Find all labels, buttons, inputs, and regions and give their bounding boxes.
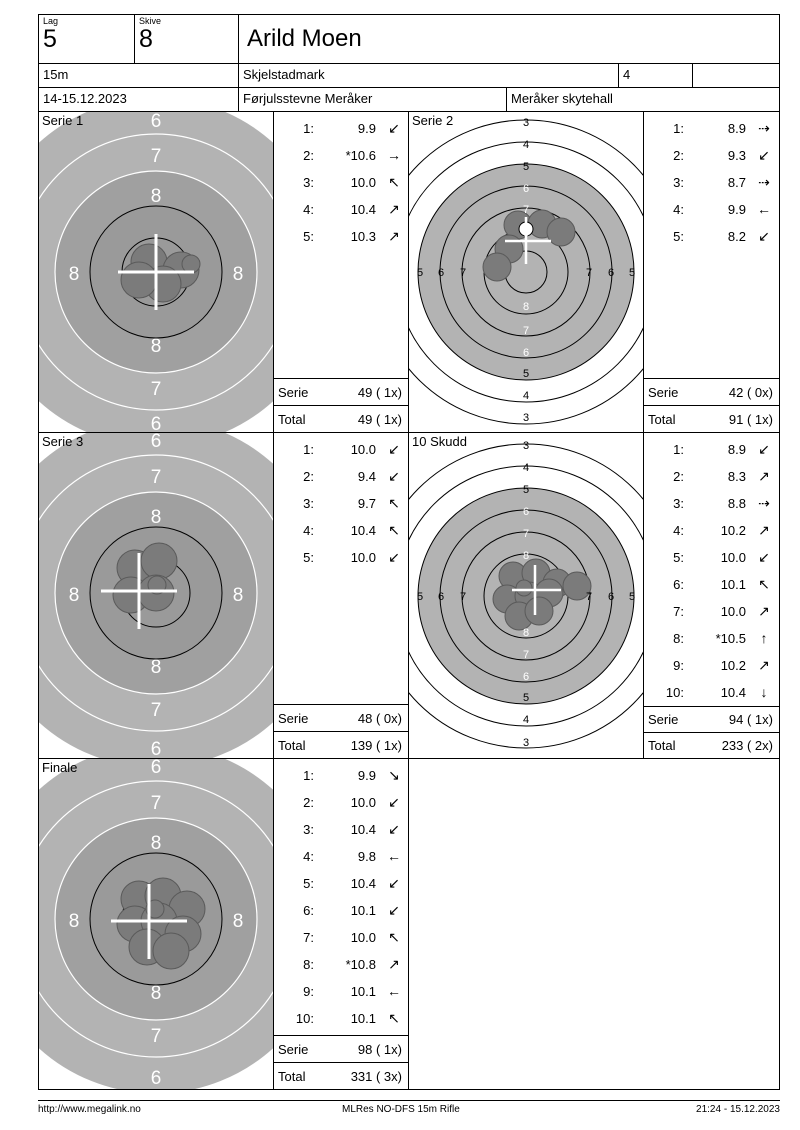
shot-list-5: [274, 759, 408, 1035]
shot-direction-icon: ↖: [388, 522, 400, 538]
club-value: Skjelstadmark: [243, 67, 325, 82]
svg-text:8: 8: [150, 336, 162, 357]
shot-index: 5:: [673, 550, 684, 565]
shot-index: 3:: [303, 822, 314, 837]
shooter-name-cell: [239, 15, 779, 63]
shot-value: 9.4: [357, 469, 376, 484]
shot-index: 3:: [303, 496, 314, 511]
event-cell: [239, 88, 507, 111]
shot-direction-icon: ↙: [758, 441, 770, 457]
shot-row: [644, 598, 779, 625]
svg-text:6: 6: [150, 1068, 162, 1089]
shot-value: 10.4: [350, 822, 376, 837]
shot-direction-icon: ↙: [388, 441, 400, 457]
shot-row: [274, 436, 408, 463]
total-value: 331 ( 3x): [350, 1068, 402, 1084]
svg-text:7: 7: [150, 1026, 162, 1047]
shots-10-skudd: [644, 433, 779, 758]
shot-index: 7:: [303, 930, 314, 945]
shot-direction-icon: ↗: [388, 228, 400, 244]
shot-row: [274, 789, 408, 816]
club-cell: [239, 64, 619, 87]
svg-text:5: 5: [416, 591, 424, 603]
shot-value: 10.3: [350, 229, 376, 244]
shot-value: 10.0: [350, 930, 376, 945]
result-sheet: [38, 14, 780, 1112]
shot-value: 10.1: [720, 577, 746, 592]
svg-text:8: 8: [150, 983, 162, 1004]
svg-text:6: 6: [522, 347, 530, 359]
skive-value: 8: [139, 25, 153, 53]
shot-direction-icon: ↙: [388, 821, 400, 837]
shot-value: 8.9: [727, 442, 746, 457]
shot-row: [274, 196, 408, 223]
lag-value: 5: [43, 25, 57, 53]
svg-text:6: 6: [150, 112, 162, 132]
svg-text:5: 5: [416, 267, 424, 279]
shot-index: 7:: [673, 604, 684, 619]
svg-text:6: 6: [522, 183, 530, 195]
svg-text:5: 5: [628, 591, 636, 603]
shot-value: 9.7: [357, 496, 376, 511]
serie-label: Serie: [278, 710, 309, 726]
shot-direction-icon: ↓: [760, 684, 768, 700]
serie-value: 42 ( 0x): [728, 384, 773, 400]
shot-value: 10.0: [350, 795, 376, 810]
footer-center-text: MLRes NO-DFS 15m Rifle: [342, 1104, 460, 1115]
shot-value: 9.8: [357, 849, 376, 864]
shot-direction-icon: ←: [387, 983, 401, 999]
svg-text:6: 6: [522, 506, 530, 518]
skive-cell: [135, 15, 239, 63]
svg-text:6: 6: [607, 267, 615, 279]
shot-direction-icon: ↗: [388, 956, 400, 972]
shot-value: 10.0: [720, 604, 746, 619]
total-label: Total: [278, 737, 306, 753]
shot-row: [644, 571, 779, 598]
class-cell: [619, 64, 693, 87]
shot-value: 10.0: [350, 442, 376, 457]
svg-text:6: 6: [607, 591, 615, 603]
total-sum-row: [274, 405, 408, 432]
svg-text:8: 8: [68, 911, 80, 932]
shot-direction-icon: ↘: [388, 767, 400, 783]
shot-value: 8.3: [727, 469, 746, 484]
svg-text:4: 4: [522, 390, 530, 402]
shot-index: 4:: [303, 523, 314, 538]
shot-row: [644, 625, 779, 652]
shot-direction-icon: ↗: [758, 603, 770, 619]
shot-direction-icon: ↗: [758, 468, 770, 484]
date-cell: [39, 88, 239, 111]
total-sum-row: [644, 405, 779, 432]
shot-direction-icon: →: [387, 147, 401, 163]
svg-text:7: 7: [522, 649, 530, 661]
total-sum-row: [644, 732, 779, 758]
venue-cell: [507, 88, 779, 111]
total-value: 91 ( 1x): [728, 411, 773, 427]
serie-sum-row: [274, 704, 408, 731]
shot-row: [644, 142, 779, 169]
shot-index: 5:: [673, 229, 684, 244]
shot-index: 5:: [303, 229, 314, 244]
svg-text:4: 4: [522, 714, 530, 726]
shot-direction-icon: ↙: [388, 902, 400, 918]
series-title-5: Finale: [42, 760, 78, 775]
shot-value: 8.8: [727, 496, 746, 511]
svg-text:5: 5: [628, 267, 636, 279]
svg-text:6: 6: [150, 739, 162, 758]
shots-serie-3: [274, 433, 409, 758]
shot-row: [274, 169, 408, 196]
shots-serie-1: [274, 112, 409, 432]
shot-index: 9:: [673, 658, 684, 673]
shot-row: [644, 517, 779, 544]
svg-text:6: 6: [150, 433, 162, 452]
shots-finale: [274, 759, 409, 1089]
shot-row: [274, 517, 408, 544]
target-serie-1: [39, 112, 274, 432]
shot-index: 10:: [295, 1011, 314, 1026]
serie-value: 48 ( 0x): [357, 710, 402, 726]
lag-label: Lag: [43, 16, 59, 26]
shot-value: 9.9: [727, 202, 746, 217]
svg-text:5: 5: [522, 368, 530, 380]
band-row-2: [39, 433, 779, 759]
shot-index: 4:: [673, 523, 684, 538]
footer-timestamp: 21:24 - 15.12.2023: [696, 1104, 780, 1115]
shot-row: [644, 115, 779, 142]
svg-text:8: 8: [232, 264, 244, 285]
shot-value: 8.2: [727, 229, 746, 244]
shot-value: 8.7: [727, 175, 746, 190]
shot-row: [644, 463, 779, 490]
shot-direction-icon: ↙: [758, 549, 770, 565]
svg-text:8: 8: [68, 264, 80, 285]
shot-list-4: [644, 433, 779, 706]
target-serie-2: [409, 112, 644, 432]
shot-index: 6:: [673, 577, 684, 592]
shot-index: 6:: [303, 903, 314, 918]
shot-row: [644, 490, 779, 517]
shot-direction-icon: ↗: [388, 201, 400, 217]
shot-list-3: [274, 433, 408, 704]
shot-direction-icon: ↙: [388, 120, 400, 136]
svg-text:3: 3: [522, 737, 530, 749]
shot-value: 10.4: [720, 685, 746, 700]
serie-value: 98 ( 1x): [357, 1041, 402, 1057]
svg-text:8: 8: [522, 301, 530, 313]
serie-label: Serie: [278, 384, 309, 400]
shot-index: 4:: [303, 202, 314, 217]
shot-row: [644, 679, 779, 706]
shot-row: [644, 436, 779, 463]
shot-row: [274, 115, 408, 142]
shots-serie-2: [644, 112, 779, 432]
serie-label: Serie: [648, 712, 679, 727]
shot-direction-icon: ↙: [758, 228, 770, 244]
shot-index: 3:: [303, 175, 314, 190]
total-value: 139 ( 1x): [350, 737, 402, 753]
serie-value: 94 ( 1x): [728, 712, 773, 727]
shooter-name: Arild Moen: [247, 25, 362, 52]
shot-row: [274, 463, 408, 490]
series-title-4: 10 Skudd: [412, 434, 467, 449]
svg-text:5: 5: [522, 692, 530, 704]
svg-text:7: 7: [150, 793, 162, 814]
shot-index: 5:: [303, 550, 314, 565]
svg-text:5: 5: [522, 484, 530, 496]
shot-direction-icon: ↖: [388, 495, 400, 511]
svg-text:8: 8: [522, 227, 530, 239]
total-label: Total: [648, 738, 676, 753]
shot-index: 1:: [673, 442, 684, 457]
shot-row: [644, 544, 779, 571]
shot-row: [274, 870, 408, 897]
target-serie-3: [39, 433, 274, 758]
empty-panel: [409, 759, 779, 1089]
shot-direction-icon: ↗: [758, 522, 770, 538]
shot-value: 8.9: [727, 121, 746, 136]
shot-index: 1:: [303, 121, 314, 136]
svg-text:6: 6: [150, 414, 162, 432]
lag-cell: [39, 15, 135, 63]
svg-text:7: 7: [522, 528, 530, 540]
svg-text:8: 8: [150, 507, 162, 528]
serie-label: Serie: [648, 384, 679, 400]
shot-direction-icon: ↗: [758, 657, 770, 673]
shot-row: [274, 544, 408, 571]
series-title-1: Serie 1: [42, 113, 84, 128]
shot-index: 8:: [673, 631, 684, 646]
date-value: 14-15.12.2023: [43, 91, 127, 106]
shot-value: 10.0: [720, 550, 746, 565]
venue-value: Meråker skytehall: [511, 91, 613, 106]
shot-value: *10.6: [345, 148, 376, 163]
shot-value: *10.5: [715, 631, 746, 646]
footer-url[interactable]: http://www.megalink.no: [38, 1104, 141, 1115]
shot-value: 10.1: [350, 903, 376, 918]
svg-text:8: 8: [232, 585, 244, 606]
shot-direction-icon: ↙: [388, 875, 400, 891]
svg-text:8: 8: [522, 627, 530, 639]
target-finale: [39, 759, 274, 1089]
shot-value: 10.4: [350, 523, 376, 538]
shot-row: [644, 169, 779, 196]
shot-index: 2:: [303, 469, 314, 484]
shot-row: [274, 762, 408, 789]
shot-direction-icon: ←: [757, 201, 771, 217]
shot-row: [644, 196, 779, 223]
total-value: 49 ( 1x): [357, 411, 402, 427]
shot-value: 10.0: [350, 175, 376, 190]
shot-index: 3:: [673, 175, 684, 190]
shot-direction-icon: ↖: [388, 174, 400, 190]
header-block: [38, 14, 780, 111]
serie-sum-row: [274, 1035, 408, 1062]
shot-direction-icon: ⇢: [758, 120, 770, 136]
shot-value: 10.4: [350, 876, 376, 891]
shot-value: 9.9: [357, 121, 376, 136]
shot-direction-icon: ←: [387, 848, 401, 864]
svg-text:7: 7: [150, 700, 162, 721]
shot-value: 10.2: [720, 523, 746, 538]
total-label: Total: [278, 1068, 306, 1084]
shot-direction-icon: ⇢: [758, 495, 770, 511]
shot-row: [274, 924, 408, 951]
svg-text:8: 8: [150, 186, 162, 207]
shot-row: [274, 142, 408, 169]
svg-text:7: 7: [459, 591, 467, 603]
shot-direction-icon: ↑: [760, 630, 768, 646]
band-row-1: [39, 112, 779, 433]
shot-value: 10.4: [350, 202, 376, 217]
svg-text:6: 6: [150, 759, 162, 778]
shot-index: 3:: [673, 496, 684, 511]
shot-value: 10.1: [350, 984, 376, 999]
shot-index: 1:: [673, 121, 684, 136]
shot-list-2: [644, 112, 779, 378]
shot-row: [274, 816, 408, 843]
target-10-skudd: [409, 433, 644, 758]
shot-list-1: [274, 112, 408, 378]
shot-row: [274, 1005, 408, 1032]
total-label: Total: [648, 411, 676, 427]
shot-index: 4:: [303, 849, 314, 864]
series-title-3: Serie 3: [42, 434, 84, 449]
svg-text:7: 7: [522, 204, 530, 216]
shot-index: 8:: [303, 957, 314, 972]
svg-text:8: 8: [232, 911, 244, 932]
shot-row: [274, 951, 408, 978]
event-value: Førjulsstevne Meråker: [243, 91, 373, 106]
shot-value: 10.2: [720, 658, 746, 673]
shot-row: [274, 897, 408, 924]
svg-text:6: 6: [522, 671, 530, 683]
svg-text:3: 3: [522, 117, 530, 129]
serie-sum-row: [644, 706, 779, 732]
svg-text:7: 7: [585, 267, 593, 279]
serie-sum-row: [644, 378, 779, 405]
shot-index: 2:: [303, 795, 314, 810]
skive-label: Skive: [139, 16, 162, 26]
shot-row: [274, 978, 408, 1005]
shot-direction-icon: ⇢: [758, 174, 770, 190]
svg-text:7: 7: [585, 591, 593, 603]
empty-cell: [693, 64, 779, 87]
svg-text:7: 7: [150, 379, 162, 400]
shot-index: 1:: [303, 442, 314, 457]
shot-value: 10.0: [350, 550, 376, 565]
svg-text:6: 6: [437, 591, 445, 603]
shot-index: 2:: [673, 469, 684, 484]
shot-index: 4:: [673, 202, 684, 217]
svg-text:4: 4: [522, 139, 530, 151]
shot-direction-icon: ↖: [388, 929, 400, 945]
shot-direction-icon: ↖: [758, 576, 770, 592]
total-sum-row: [274, 1062, 408, 1089]
total-sum-row: [274, 731, 408, 758]
shot-row: [644, 652, 779, 679]
shot-value: 9.9: [357, 768, 376, 783]
svg-text:6: 6: [437, 267, 445, 279]
shot-direction-icon: ↙: [388, 549, 400, 565]
svg-text:8: 8: [150, 657, 162, 678]
series-title-2: Serie 2: [412, 113, 454, 128]
shot-value: *10.8: [345, 957, 376, 972]
svg-text:7: 7: [150, 467, 162, 488]
shot-index: 2:: [303, 148, 314, 163]
shot-index: 1:: [303, 768, 314, 783]
svg-text:3: 3: [522, 412, 530, 424]
shot-index: 5:: [303, 876, 314, 891]
shot-direction-icon: ↙: [388, 468, 400, 484]
svg-text:5: 5: [522, 161, 530, 173]
distance-cell: [39, 64, 239, 87]
svg-text:8: 8: [68, 585, 80, 606]
svg-text:7: 7: [459, 267, 467, 279]
shot-row: [644, 223, 779, 250]
serie-label: Serie: [278, 1041, 309, 1057]
svg-text:7: 7: [150, 146, 162, 167]
shot-value: 10.1: [350, 1011, 376, 1026]
total-value: 233 ( 2x): [721, 738, 773, 753]
shot-direction-icon: ↖: [388, 1010, 400, 1026]
band-row-3: [39, 759, 779, 1089]
total-label: Total: [278, 411, 306, 427]
shot-index: 2:: [673, 148, 684, 163]
shot-row: [274, 843, 408, 870]
shot-row: [274, 223, 408, 250]
svg-text:8: 8: [150, 833, 162, 854]
serie-sum-row: [274, 378, 408, 405]
shot-index: 9:: [303, 984, 314, 999]
shot-value: 9.3: [727, 148, 746, 163]
svg-text:8: 8: [522, 550, 530, 562]
shot-direction-icon: ↙: [758, 147, 770, 163]
shot-index: 10:: [665, 685, 684, 700]
svg-text:3: 3: [522, 440, 530, 452]
footer: [38, 1100, 780, 1115]
serie-value: 49 ( 1x): [357, 384, 402, 400]
distance-value: 15m: [43, 67, 69, 82]
shot-direction-icon: ↙: [388, 794, 400, 810]
class-value: 4: [623, 67, 631, 82]
shot-row: [274, 490, 408, 517]
series-grid: [38, 111, 780, 1090]
svg-text:4: 4: [522, 462, 530, 474]
svg-text:7: 7: [522, 325, 530, 337]
